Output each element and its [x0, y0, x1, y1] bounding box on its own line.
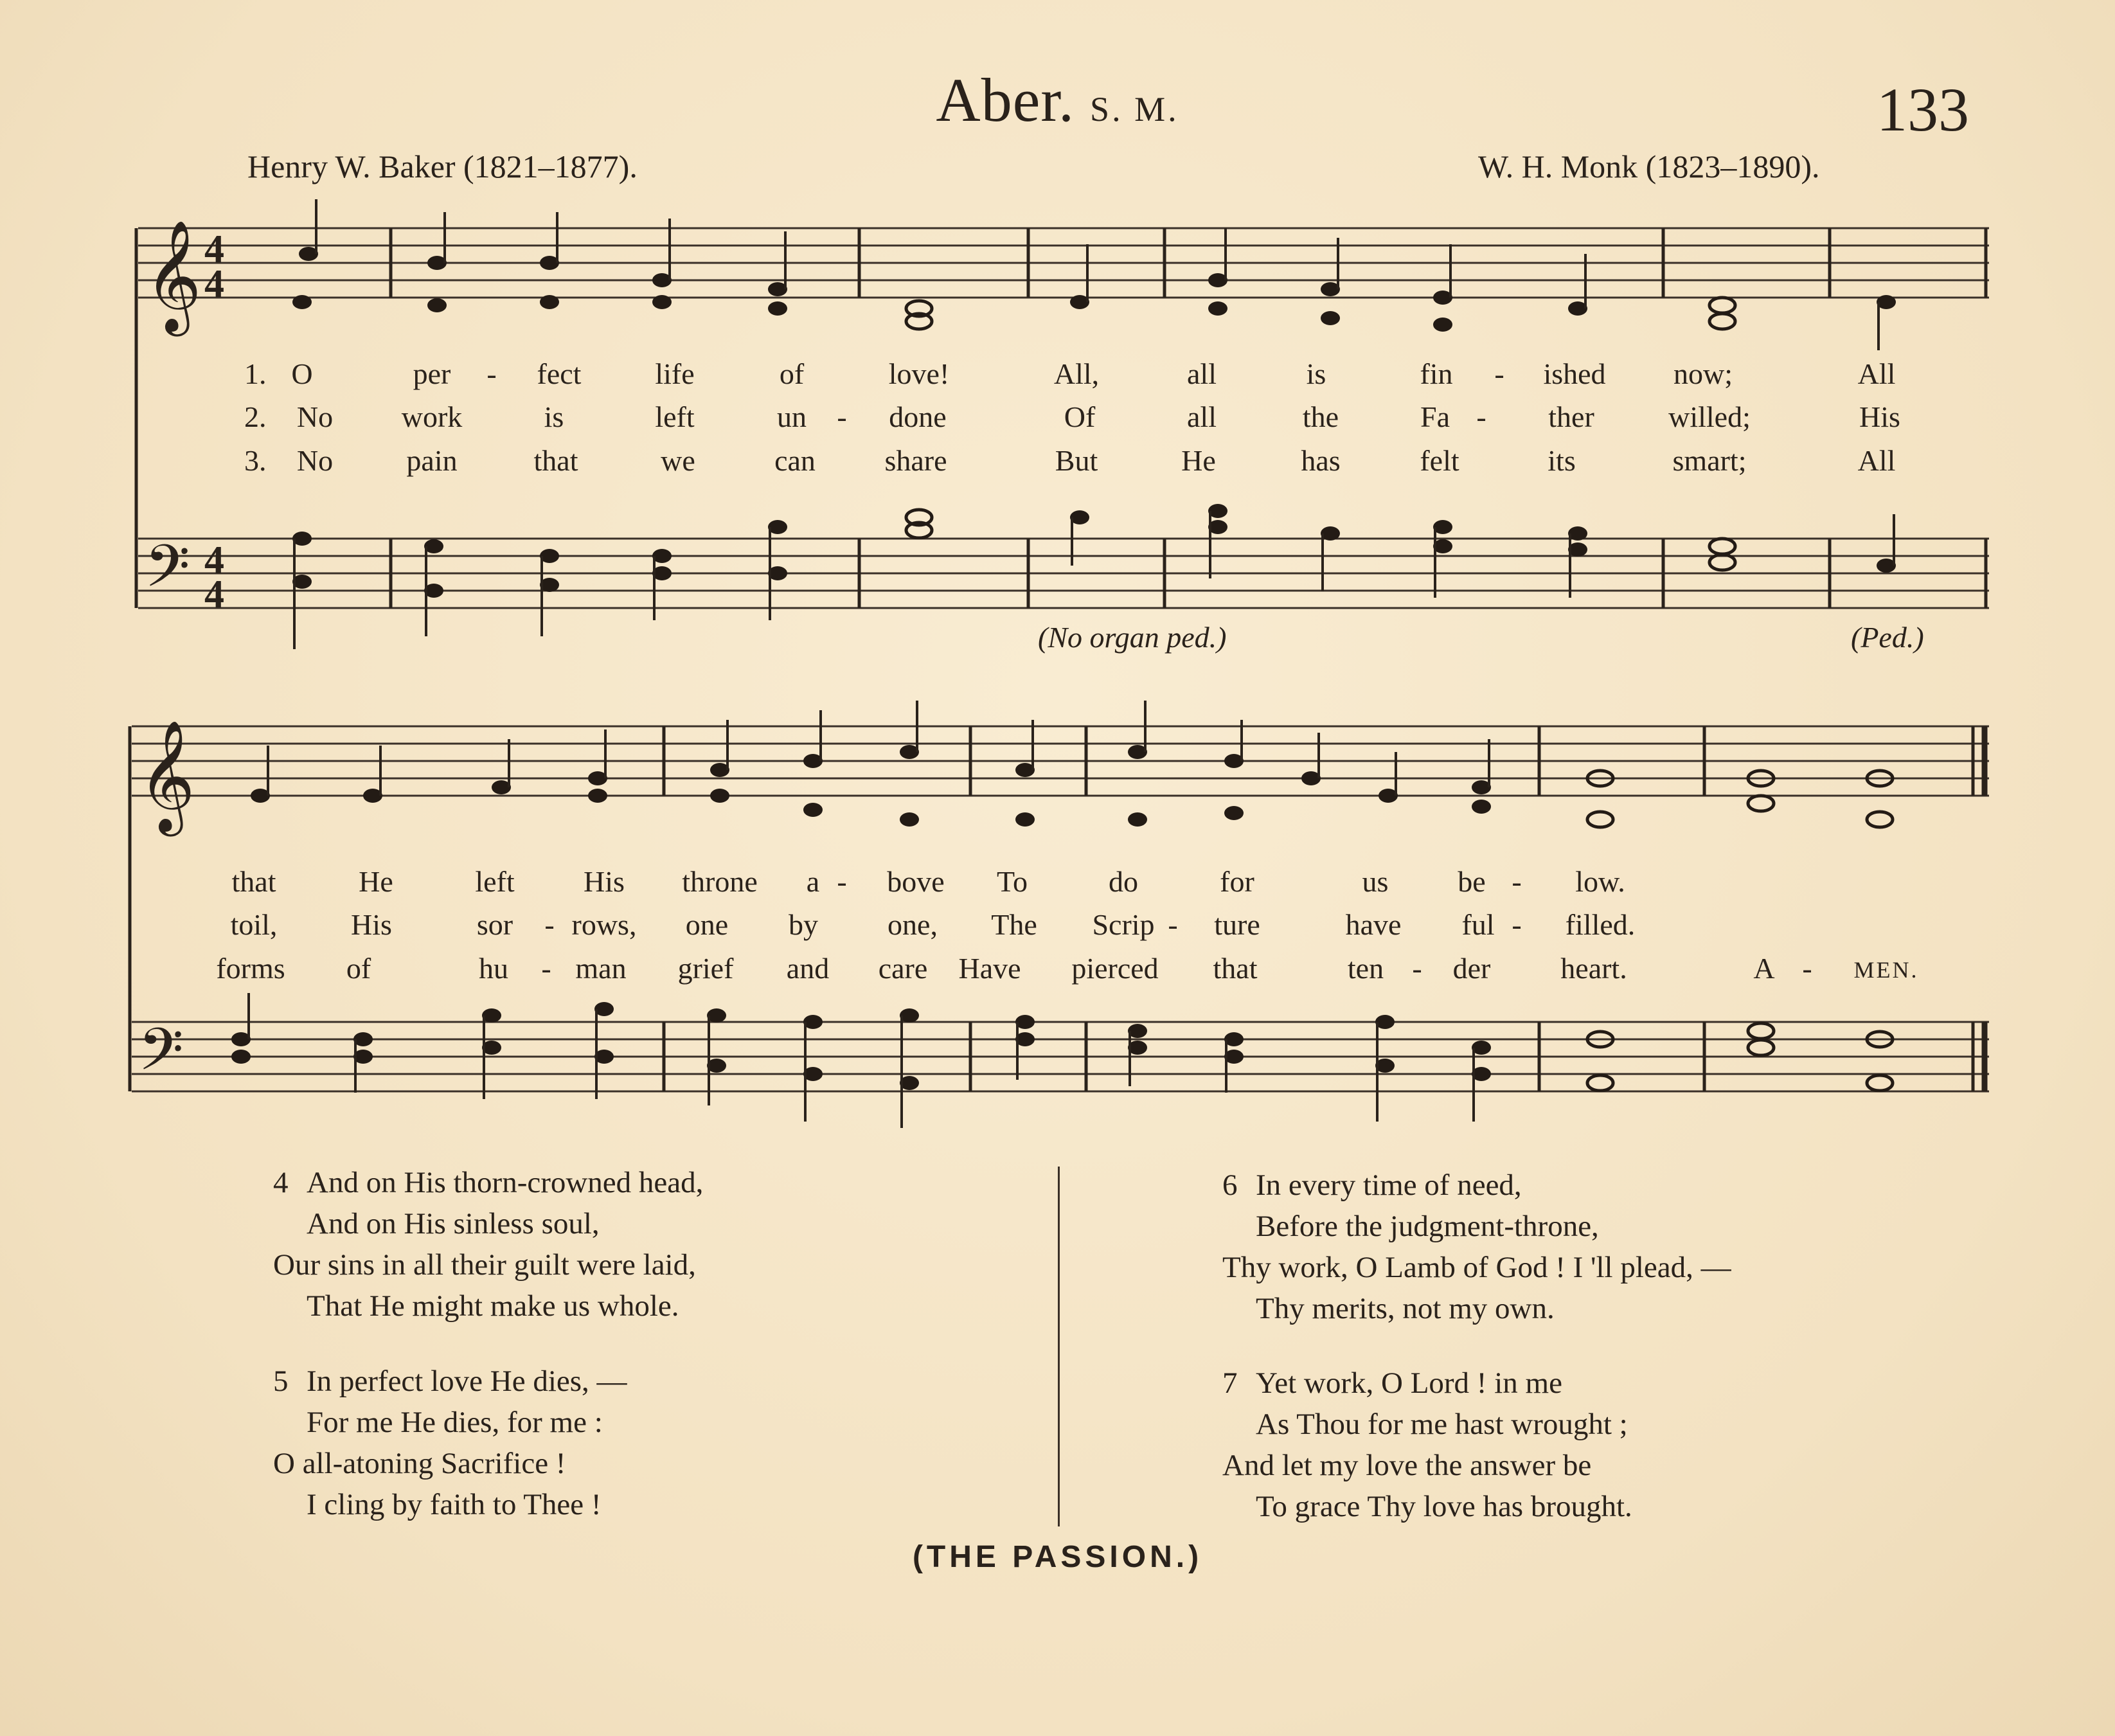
lyric: work: [401, 400, 463, 433]
lyric: is: [1306, 357, 1326, 390]
lyric: have: [1345, 908, 1402, 941]
lyric: throne: [682, 865, 758, 898]
lyric: 3.: [244, 444, 267, 477]
lyric: that: [533, 444, 578, 477]
lyric: He: [1181, 444, 1216, 477]
stanza-4: [273, 1162, 703, 1327]
amen-a: A: [1753, 952, 1775, 985]
lyric: has: [1301, 444, 1341, 477]
lyric: -: [1494, 357, 1504, 390]
lyric: His: [1859, 400, 1900, 433]
lyric: left: [655, 400, 695, 433]
author-credit: Henry W. Baker (1821–1877).: [247, 148, 638, 184]
no-pedal-direction: (No organ ped.): [1038, 621, 1227, 654]
lyric: ished: [1543, 357, 1606, 390]
lyric: -: [1512, 908, 1522, 941]
amen-men: MEN.: [1853, 957, 1919, 983]
lyric: -: [1412, 952, 1422, 985]
lyric: pierced: [1071, 952, 1159, 985]
lyric: -: [1512, 865, 1522, 898]
lyric: share: [884, 444, 947, 477]
lyric: heart.: [1560, 952, 1627, 985]
lyric: love!: [888, 357, 950, 390]
lyric: fect: [537, 357, 582, 390]
lyric: willed;: [1668, 400, 1751, 433]
time-sig-top: 4: [204, 228, 224, 271]
lyric: its: [1548, 444, 1576, 477]
system1-lyrics-verse-1: [0, 357, 2115, 395]
lyric: that: [231, 865, 276, 898]
lyric: All: [1857, 357, 1896, 390]
system2-bass-staff: [132, 1022, 1989, 1091]
system2-lyrics-verse-1: [0, 864, 2115, 903]
lyric: rows,: [571, 908, 637, 941]
lyric: forms: [216, 952, 285, 985]
stanza-line: Thy merits, not my own.: [1256, 1292, 1555, 1325]
lyric: bove: [887, 865, 945, 898]
lyric: -: [541, 952, 551, 985]
system1-treble-staff: [138, 228, 1989, 298]
lyric: O: [291, 357, 313, 390]
lyric: un: [777, 400, 807, 433]
treble-clef-icon: 𝄞: [145, 220, 202, 332]
stanza-line: For me He dies, for me :: [307, 1406, 603, 1439]
lyric: To: [997, 865, 1028, 898]
stanza-7: [1222, 1363, 1632, 1527]
lyric: grief: [677, 952, 734, 985]
lyric: -: [1168, 908, 1178, 941]
stanza-number: 4: [273, 1166, 289, 1199]
stanza-line: As Thou for me hast wrought ;: [1256, 1408, 1628, 1441]
lyric: by: [789, 908, 818, 941]
lyric: be: [1458, 865, 1486, 898]
bass-time-sig-top: 4: [204, 539, 224, 582]
amen-hyphen: -: [1802, 952, 1812, 985]
lyric: All,: [1053, 357, 1100, 390]
bass-clef-icon-2: 𝄢: [138, 1016, 184, 1098]
system1-lyrics-verse-3: [0, 443, 2115, 482]
stanza-line: Yet work, O Lord ! in me: [1256, 1366, 1562, 1400]
stanza-line: I cling by faith to Thee !: [307, 1488, 602, 1521]
lyric: 1.: [244, 357, 267, 390]
stanza-line: And on His sinless soul,: [307, 1207, 600, 1240]
stanza-6: [1222, 1165, 1731, 1329]
lyric: for: [1220, 865, 1254, 898]
lyric: the: [1302, 400, 1339, 433]
stanza-line: Thy work, O Lamb of God ! I 'll plead, —: [1222, 1251, 1731, 1284]
tune-name: Aber.: [936, 66, 1075, 134]
lyric: life: [655, 357, 695, 390]
stanza-number: 5: [273, 1365, 289, 1398]
lyric: all: [1187, 357, 1217, 390]
meter: S. M.: [1090, 90, 1179, 129]
lyric: one,: [888, 908, 938, 941]
lyric: felt: [1420, 444, 1459, 477]
stanza-line: Before the judgment-throne,: [1256, 1210, 1599, 1243]
section-title: (THE PASSION.): [912, 1540, 1203, 1574]
lyric: is: [544, 400, 564, 433]
lyric: ten: [1347, 952, 1384, 985]
lyric: per: [413, 357, 451, 390]
stanza-line: To grace Thy love has brought.: [1256, 1490, 1632, 1523]
lyric: smart;: [1672, 444, 1747, 477]
lyric: can: [774, 444, 816, 477]
stanza-line: In perfect love He dies, —: [307, 1365, 627, 1398]
lyric: of: [779, 357, 805, 390]
lyric: His: [584, 865, 625, 898]
lyric: left: [475, 865, 515, 898]
time-sig-bottom: 4: [204, 262, 224, 306]
stanza-number: 6: [1222, 1168, 1238, 1202]
bass-clef-icon: 𝄢: [145, 532, 190, 614]
lyric: sor: [476, 908, 513, 941]
lyric: toil,: [230, 908, 278, 941]
lyric: fin: [1420, 357, 1453, 390]
stanza-line: And let my love the answer be: [1222, 1449, 1592, 1482]
lyric: Of: [1064, 400, 1096, 433]
stanza-line: In every time of need,: [1256, 1168, 1522, 1202]
lyric: He: [359, 865, 393, 898]
system2-lyrics-verse-2: [0, 908, 2115, 946]
lyric: we: [661, 444, 695, 477]
lyric: Have: [958, 952, 1021, 985]
lyric: done: [889, 400, 947, 433]
lyric: pain: [406, 444, 458, 477]
lyric: But: [1055, 444, 1098, 477]
bass-time-sig-bottom: 4: [204, 573, 224, 616]
lyric: do: [1109, 865, 1138, 898]
stanza-number: 7: [1222, 1366, 1238, 1400]
lyric: care: [878, 952, 928, 985]
system1-lyrics-verse-2: [0, 400, 2115, 438]
lyric: -: [1476, 400, 1486, 433]
lyric: The: [991, 908, 1037, 941]
lyric: one: [685, 908, 729, 941]
lyric: -: [486, 357, 497, 390]
lyric: ture: [1214, 908, 1260, 941]
lyric: ther: [1548, 400, 1594, 433]
lyric: -: [544, 908, 555, 941]
page-number: 133: [1877, 75, 1969, 144]
lyric: All: [1857, 444, 1896, 477]
lyric: us: [1362, 865, 1389, 898]
lyric: that: [1213, 952, 1258, 985]
composer-credit: W. H. Monk (1823–1890).: [1478, 148, 1820, 184]
lyric: Fa: [1420, 400, 1450, 433]
stanza-5: [273, 1361, 627, 1525]
stanza-line: Our sins in all their guilt were laid,: [273, 1248, 696, 1282]
lyric: His: [351, 908, 392, 941]
stanza-line: That He might make us whole.: [307, 1289, 679, 1323]
stanza-line: And on His thorn-crowned head,: [307, 1166, 704, 1199]
lyric: hu: [479, 952, 508, 985]
lyric: now;: [1673, 357, 1733, 390]
lyric: all: [1187, 400, 1217, 433]
lyric: ful: [1461, 908, 1495, 941]
lyric: No: [296, 400, 334, 433]
lyric: der: [1452, 952, 1491, 985]
lyric: 2.: [244, 400, 267, 433]
lyric: of: [346, 952, 371, 985]
lyric: No: [296, 444, 334, 477]
treble-clef-icon-2: 𝄞: [138, 720, 195, 832]
lyric: Scrip: [1092, 908, 1155, 941]
lyric: and: [786, 952, 830, 985]
lyric: -: [837, 865, 847, 898]
lyric: filled.: [1565, 908, 1636, 941]
lyric: man: [575, 952, 627, 985]
lyric: a: [806, 865, 820, 898]
lyric: low.: [1575, 865, 1625, 898]
column-divider: [1058, 1167, 1060, 1526]
stanza-line: O all-atoning Sacrifice !: [273, 1447, 566, 1480]
pedal-direction: (Ped.): [1851, 621, 1924, 654]
system2-lyrics-verse-3: [0, 951, 2115, 990]
system2-treble-staff: [132, 726, 1989, 796]
lyric: -: [837, 400, 847, 433]
